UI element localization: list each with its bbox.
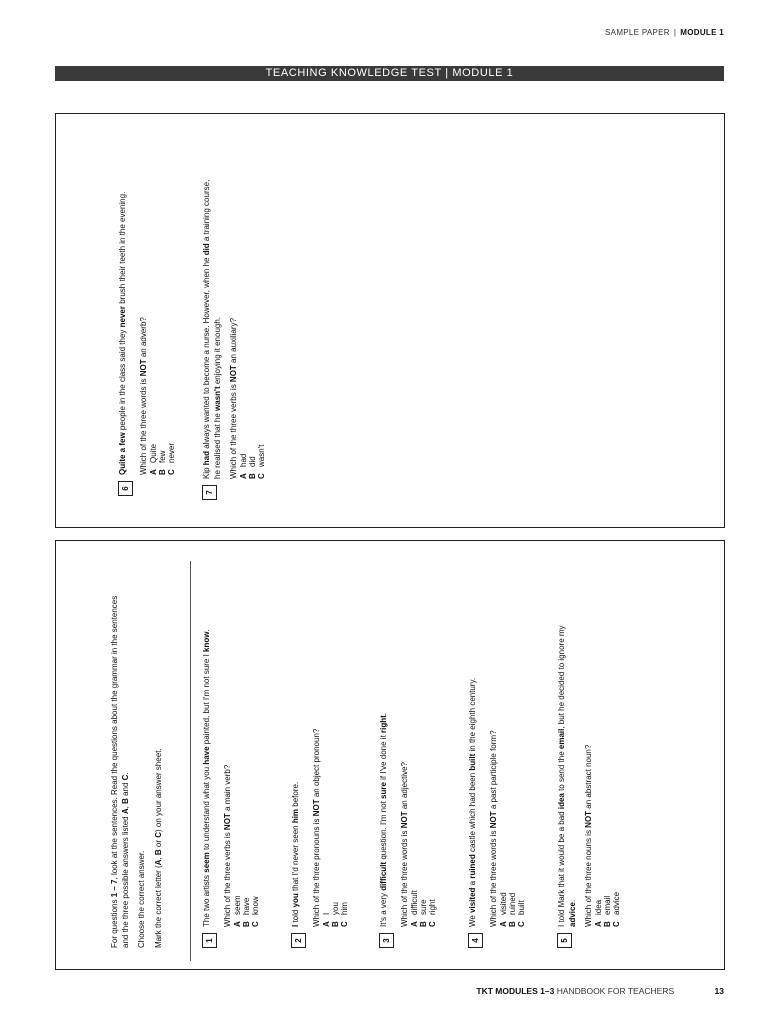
test-title-bar: TEACHING KNOWLEDGE TEST | MODULE 1	[55, 66, 724, 81]
options-list	[410, 713, 437, 927]
handbook-title: TKT MODULES 1–3	[476, 986, 555, 996]
options-list	[239, 180, 266, 479]
options-list	[149, 192, 176, 475]
option-b: Bdid	[248, 456, 257, 479]
handbook-subtitle: HANDBOOK FOR TEACHERS	[556, 986, 675, 996]
module-label: MODULE 1	[680, 28, 724, 37]
question-1: 1 The two artists seem to understand what you have painted, but I'm not sure I know. Which of the three verbs is NOT a main verb? Aseem Bhave Cknow	[202, 629, 260, 948]
option-a: Aidea	[594, 899, 603, 927]
option-c: Chim	[340, 902, 349, 927]
option-a: AQuite	[149, 443, 158, 475]
option-c: Cright	[428, 899, 437, 927]
question-7: 7 Kip had always wanted to become a nurse. However, when he did a training course, he realised that he wasn't enjoying it enough. Which of the three verbs is NOT an auxiliary? Ahad Bdid Cwasn't	[202, 180, 266, 500]
option-b: Byou	[331, 902, 340, 927]
question-number-box: 4	[468, 933, 483, 948]
option-b: Bfew	[158, 450, 167, 475]
option-a: Aseem	[233, 895, 242, 927]
question-number-box: 1	[202, 933, 217, 948]
option-b: Bruined	[508, 892, 517, 927]
options-list	[499, 678, 526, 927]
question-5: 5 I told Mark that it would be a bad idea to send the email, but he decided to ignore my advice. Which of the three nouns is NOT an abstract noun? Aidea Bemail Cadvice	[557, 625, 621, 948]
option-c: Cadvice	[612, 891, 621, 927]
option-c: Cnever	[167, 442, 176, 475]
options-list	[594, 625, 621, 927]
question-4: 4 We visited a ruined castle which had been built in the eighth century. Which of the three words is NOT a past participle form? Avisited Bruined Cbuilt	[468, 678, 526, 948]
paper-label: SAMPLE PAPER	[605, 28, 670, 37]
question-number-box: 5	[557, 933, 572, 948]
question-ask: Which of the three verbs is NOT an auxiliary?	[229, 318, 238, 479]
option-a: Adifficult	[410, 890, 419, 927]
option-b: Bhave	[242, 897, 251, 927]
instructions: For questions 1 – 7, look at the sentences. Read the questions about the grammar in the sentences and the three possible answers listed A, B and C. Choose the correct answer. Mark the correct letter (A, B or C) on your answer sheet.	[110, 595, 163, 948]
question-3: 3 It's a very difficult question. I'm not sure if I've done it right. Which of the three words is NOT an adjective? Adifficult Bsure Cright	[379, 713, 437, 948]
question-ask: Which of the three words is NOT an adverb?	[139, 317, 148, 475]
question-number-box: 6	[118, 481, 133, 496]
divider-line	[190, 561, 191, 961]
option-a: AI	[322, 912, 331, 927]
option-c: Cknow	[251, 896, 260, 927]
option-c: Cwasn't	[257, 444, 266, 479]
running-head: SAMPLE PAPER | MODULE 1	[605, 28, 724, 37]
option-b: Bsure	[419, 899, 428, 927]
question-number-box: 3	[379, 933, 394, 948]
page-footer	[476, 986, 724, 996]
options-list	[322, 729, 349, 927]
option-c: Cbuilt	[517, 900, 526, 927]
option-a: Avisited	[499, 892, 508, 927]
page-number: 13	[714, 986, 724, 996]
option-a: Ahad	[239, 453, 248, 479]
options-list	[233, 629, 260, 927]
question-6: 6 Quite a few people in the class said they never brush their teeth in the evening. Which of the three words is NOT an adverb? AQuite Bfew Cnever	[118, 192, 176, 496]
option-b: Bemail	[603, 895, 612, 927]
question-number-box: 2	[291, 933, 306, 948]
question-number-box: 7	[202, 485, 217, 500]
question-2: 2 I told you that I'd never seen him before. Which of the three pronouns is NOT an object pronoun? AI Byou Chim	[291, 729, 349, 948]
